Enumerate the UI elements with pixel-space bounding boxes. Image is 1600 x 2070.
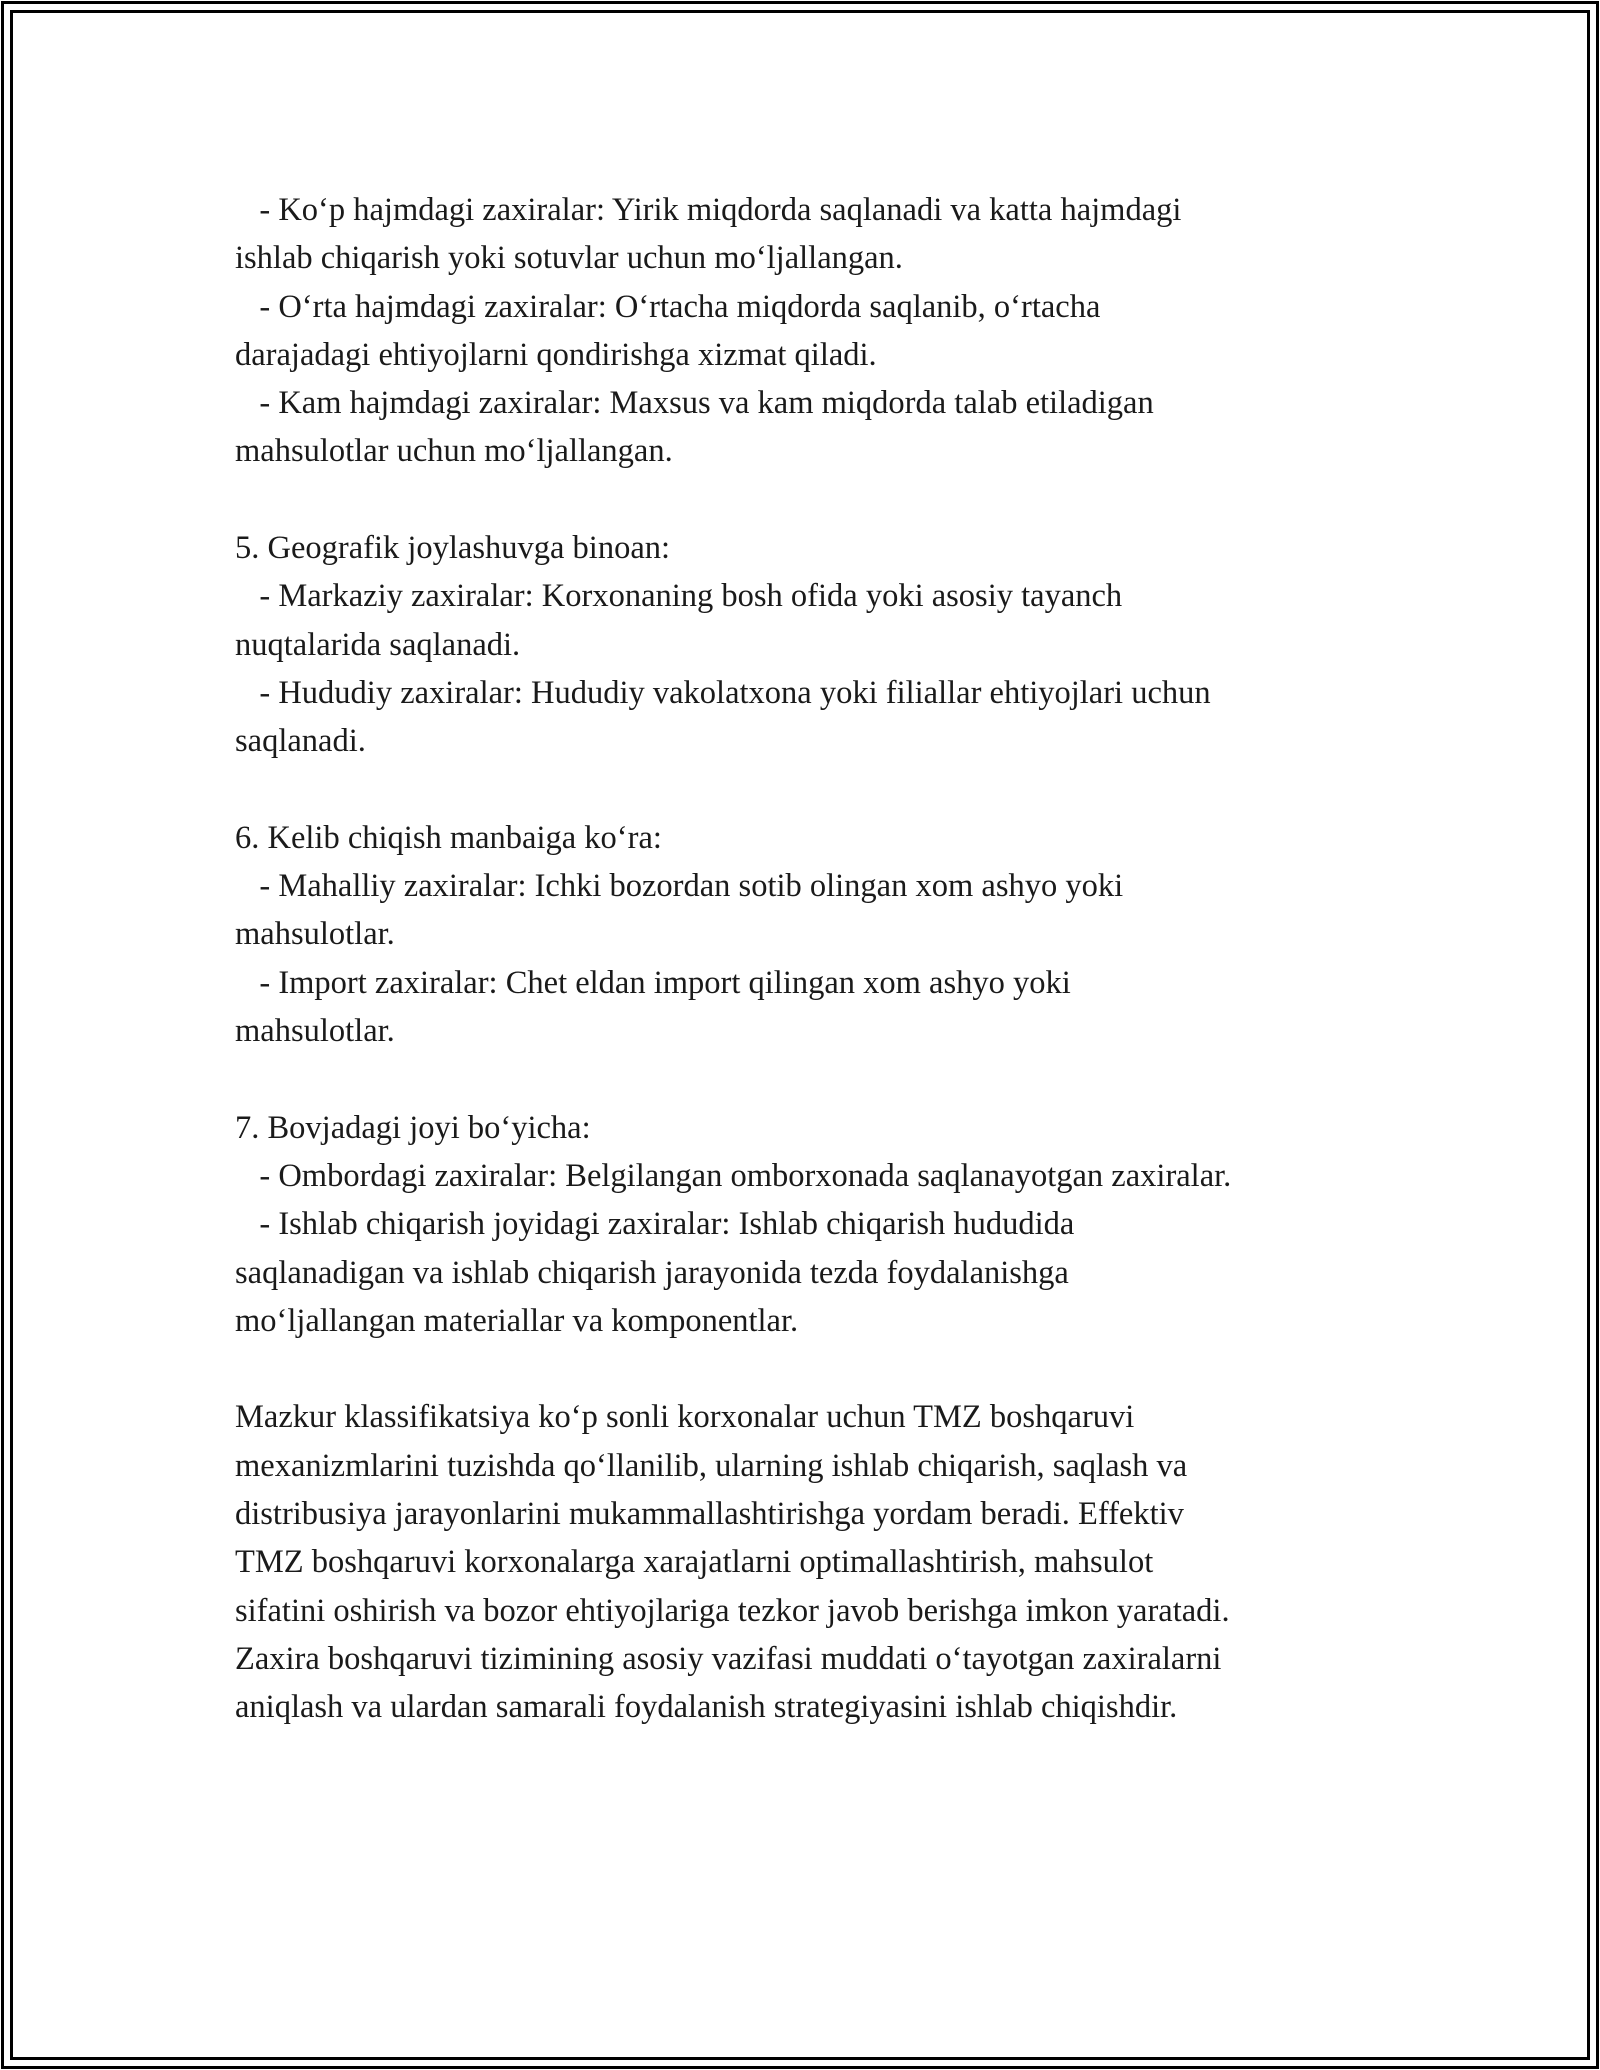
text-line: - Import zaxiralar: Chet eldan import qilingan xom ashyo yoki bbox=[235, 964, 1071, 1001]
text-line: - Kam hajmdagi zaxiralar: Maxsus va kam miqdorda talab etiladigan bbox=[235, 385, 1154, 422]
text-line: TMZ boshqaruvi korxonalarga xarajatlarni optimallashtirish, mahsulot bbox=[235, 1544, 1154, 1581]
text-line: - Markaziy zaxiralar: Korxonaning bosh ofida yoki asosiy tayanch bbox=[235, 578, 1123, 615]
text-line: mahsulotlar. bbox=[235, 1013, 395, 1050]
text-line: saqlanadigan va ishlab chiqarish jarayonida tezda foydalanishga bbox=[235, 1254, 1069, 1291]
text-line: - Ombordagi zaxiralar: Belgilangan omborxonada saqlanayotgan zaxiralar. bbox=[235, 1157, 1232, 1194]
blank-line bbox=[235, 476, 1395, 524]
text-line: - Koʻp hajmdagi zaxiralar: Yirik miqdorda saqlanadi va katta hajmdagi bbox=[235, 192, 1182, 228]
text-line: ishlab chiqarish yoki sotuvlar uchun moʻljallangan. bbox=[235, 240, 903, 277]
blank-line bbox=[235, 1345, 1395, 1393]
text-line: aniqlash va ulardan samarali foydalanish strategiyasini ishlab chiqishdir. bbox=[235, 1689, 1178, 1726]
text-line: moʻljallangan materiallar va komponentlar. bbox=[235, 1302, 799, 1339]
blank-line bbox=[235, 766, 1395, 814]
text-line: 6. Kelib chiqish manbaiga koʻra: bbox=[235, 819, 662, 856]
text-line: - Hududiy zaxiralar: Hududiy vakolatxona yoki filiallar ehtiyojlari uchun bbox=[235, 674, 1211, 711]
text-line: - Mahalliy zaxiralar: Ichki bozordan sotib olingan xom ashyo yoki bbox=[235, 868, 1124, 905]
text-line: distribusiya jarayonlarini mukammallashtirishga yordam beradi. Effektiv bbox=[235, 1496, 1184, 1533]
document-body bbox=[235, 186, 1395, 1732]
text-line: Mazkur klassifikatsiya koʻp sonli korxonalar uchun TMZ boshqaruvi bbox=[235, 1399, 1135, 1436]
text-line: saqlanadi. bbox=[235, 723, 366, 760]
blank-line bbox=[235, 1055, 1395, 1103]
text-line: sifatini oshirish va bozor ehtiyojlariga tezkor javob berishga imkon yaratadi. bbox=[235, 1592, 1230, 1629]
text-line: mahsulotlar uchun moʻljallangan. bbox=[235, 433, 673, 470]
text-line: - Ishlab chiqarish joyidagi zaxiralar: Ishlab chiqarish hududida bbox=[235, 1206, 1075, 1243]
text-line: darajadagi ehtiyojlarni qondirishga xizmat qiladi. bbox=[235, 336, 877, 373]
text-line: mexanizmlarini tuzishda qoʻllanilib, ularning ishlab chiqarish, saqlash va bbox=[235, 1447, 1188, 1484]
text-line: 5. Geografik joylashuvga binoan: bbox=[235, 530, 671, 567]
text-line: 7. Bovjadagi joyi boʻyicha: bbox=[235, 1109, 591, 1146]
text-line: Zaxira boshqaruvi tizimining asosiy vazifasi muddati oʻtayotgan zaxiralarni bbox=[235, 1640, 1222, 1677]
text-line: - Oʻrta hajmdagi zaxiralar: Oʻrtacha miqdorda saqlanib, oʻrtacha bbox=[235, 288, 1101, 325]
text-line: nuqtalarida saqlanadi. bbox=[235, 626, 521, 663]
text-line: mahsulotlar. bbox=[235, 916, 395, 953]
